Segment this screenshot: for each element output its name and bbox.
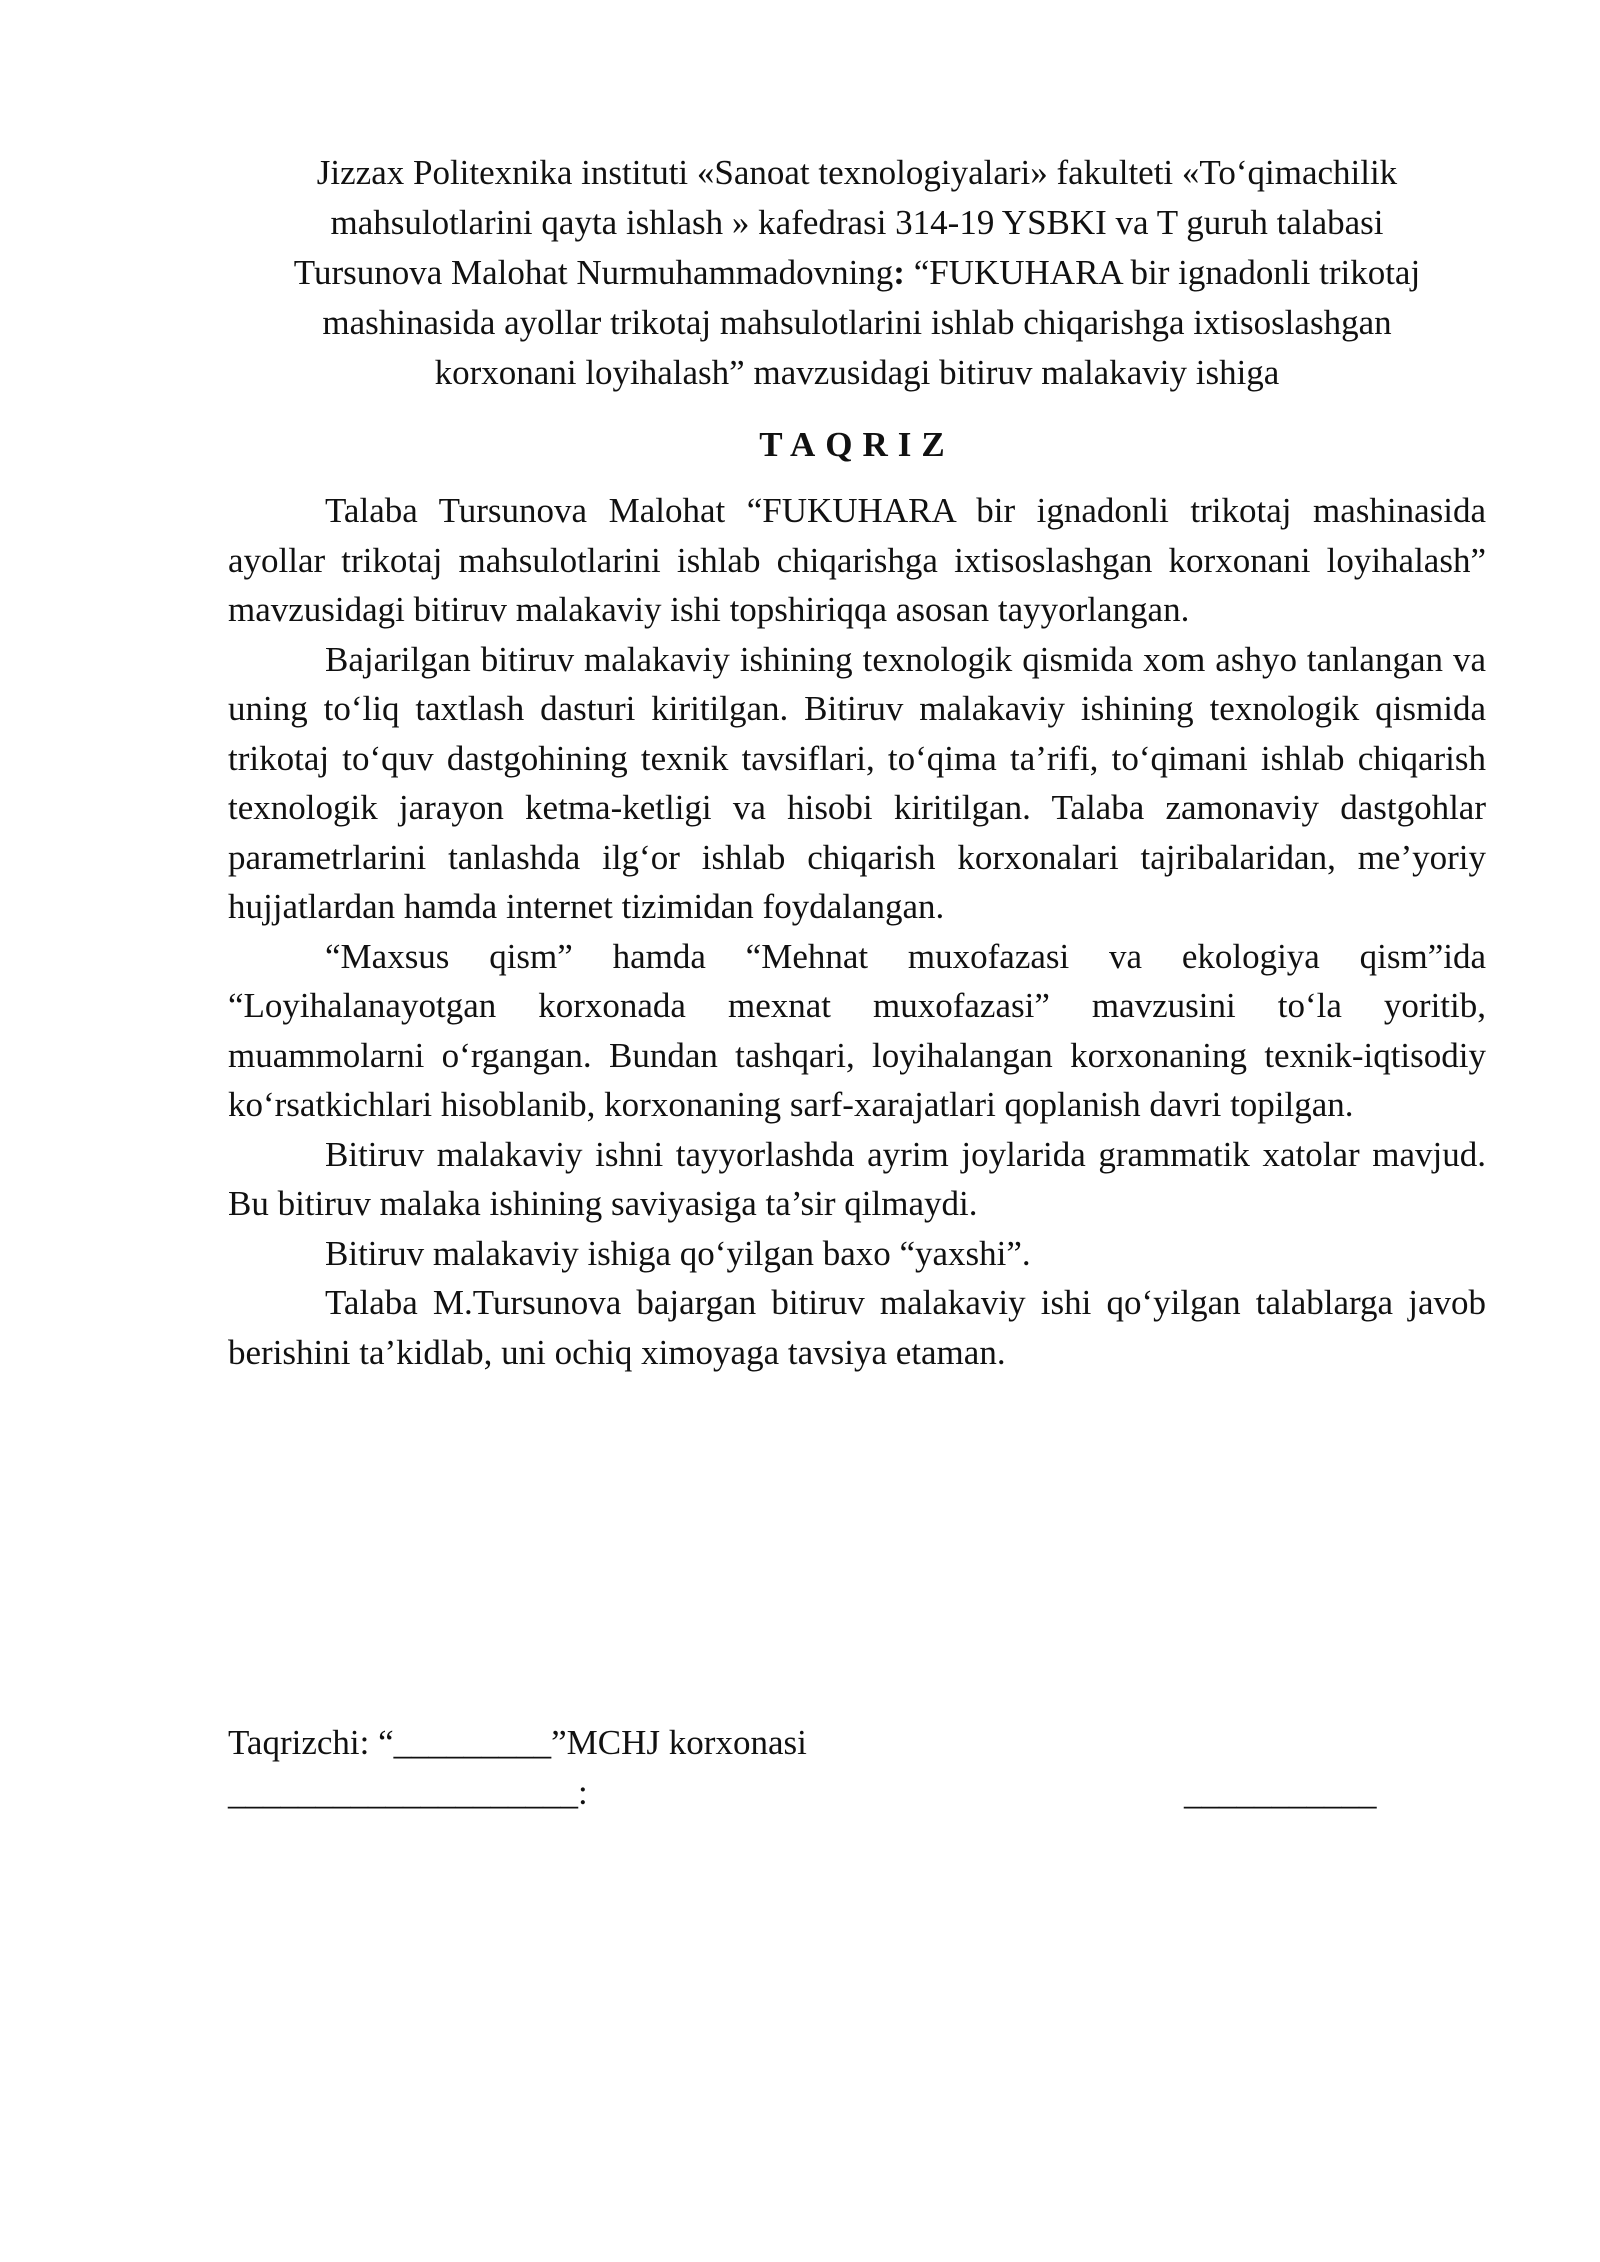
review-document (228, 148, 1486, 1377)
paragraph-special-part: “Maxsus qism” hamda “Mehnat muxofazasi va ekologiya qism”ida “Loyihalanayotgan korxonada mexnat muxofazasi” mavzusini to‘la yoritib, muammolarni o‘rgangan. Bundan tashqari, loyihalangan korxonaning texnik-iqtisodiy ko‘rsatkichlari hisoblanib, korxonaning sarf-xarajatlari qoplanish davri topilgan. (228, 936, 1486, 1124)
student-name: Tursunova Malohat Nurmuhammadovning (293, 253, 894, 292)
signature-lines (228, 1768, 1486, 1818)
header-colon: : (893, 253, 905, 292)
paragraph-technology: Bajarilgan bitiruv malakaviy ishining texnologik qismida xom ashyo tanlangan va uning to‘liq taxtlash dasturi kiritilgan. Bitiruv malakaviy ishining texnologik qismida trikotaj to‘quv dastgohining texnik tavsiflari, to‘qima ta’rifi, to‘qimani ishlab chiqarish texnologik jarayon ketma-ketligi va hisobi kiritilgan. Talaba zamonaviy dastgohlar parametrlarini tanlashda ilg‘or ishlab chiqarish korxonalari tajribalaridan, me’yoriy hujjatlardan hamda internet tizimidan foydalangan. (228, 639, 1486, 926)
reviewer-line: Taqrizchi: “_________”MCHJ korxonasi (228, 1723, 807, 1762)
header-line-2: mahsulotlarini qayta ishlash » kafedrasi 314-19 YSBKI va T guruh talabasi (330, 203, 1384, 242)
header-topic-start: “FUKUHARA bir ignadonli trikotaj (904, 253, 1421, 292)
review-body (228, 486, 1486, 1377)
signature-block (228, 1718, 1486, 1818)
paragraph-conclusion: Talaba M.Tursunova bajargan bitiruv malakaviy ishi qo‘yilgan talablarga javob berishini ta’kidlab, uni ochiq ximoyaga tavsiya etaman. (228, 1283, 1486, 1372)
reviewer-name-blank: ____________________: (228, 1773, 588, 1812)
document-title: TAQRIZ (759, 425, 955, 464)
paragraph-grade: Bitiruv malakaviy ishiga qo‘yilgan baxo “yaxshi”. (325, 1233, 1031, 1273)
paragraph-intro: Talaba Tursunova Malohat “FUKUHARA bir ignadonli trikotaj mashinasida ayollar trikotaj mahsulotlarini ishlab chiqarishga ixtisoslashgan korxonani loyihalash” mavzusidagi bitiruv malakaviy ishi topshiriqqa asosan tayyorlangan. (228, 491, 1486, 629)
paragraph-errors: Bitiruv malakaviy ishni tayyorlashda ayrim joylarida grammatik xatolar mavjud. Bu bitiruv malaka ishining saviyasiga ta’sir qilmaydi. (228, 1134, 1486, 1223)
signature-blank: ___________ (1184, 1773, 1377, 1812)
header-line-1: Jizzax Politexnika instituti «Sanoat texnologiyalari» fakulteti «To‘qimachilik (316, 153, 1398, 192)
header-line-3 (248, 248, 1466, 298)
header-line-4: mashinasida ayollar trikotaj mahsulotlarini ishlab chiqarishga ixtisoslashgan (322, 303, 1392, 342)
header-line-5: korxonani loyihalash” mavzusidagi bitiruv malakaviy ishiga (434, 353, 1280, 392)
document-header (228, 148, 1486, 398)
